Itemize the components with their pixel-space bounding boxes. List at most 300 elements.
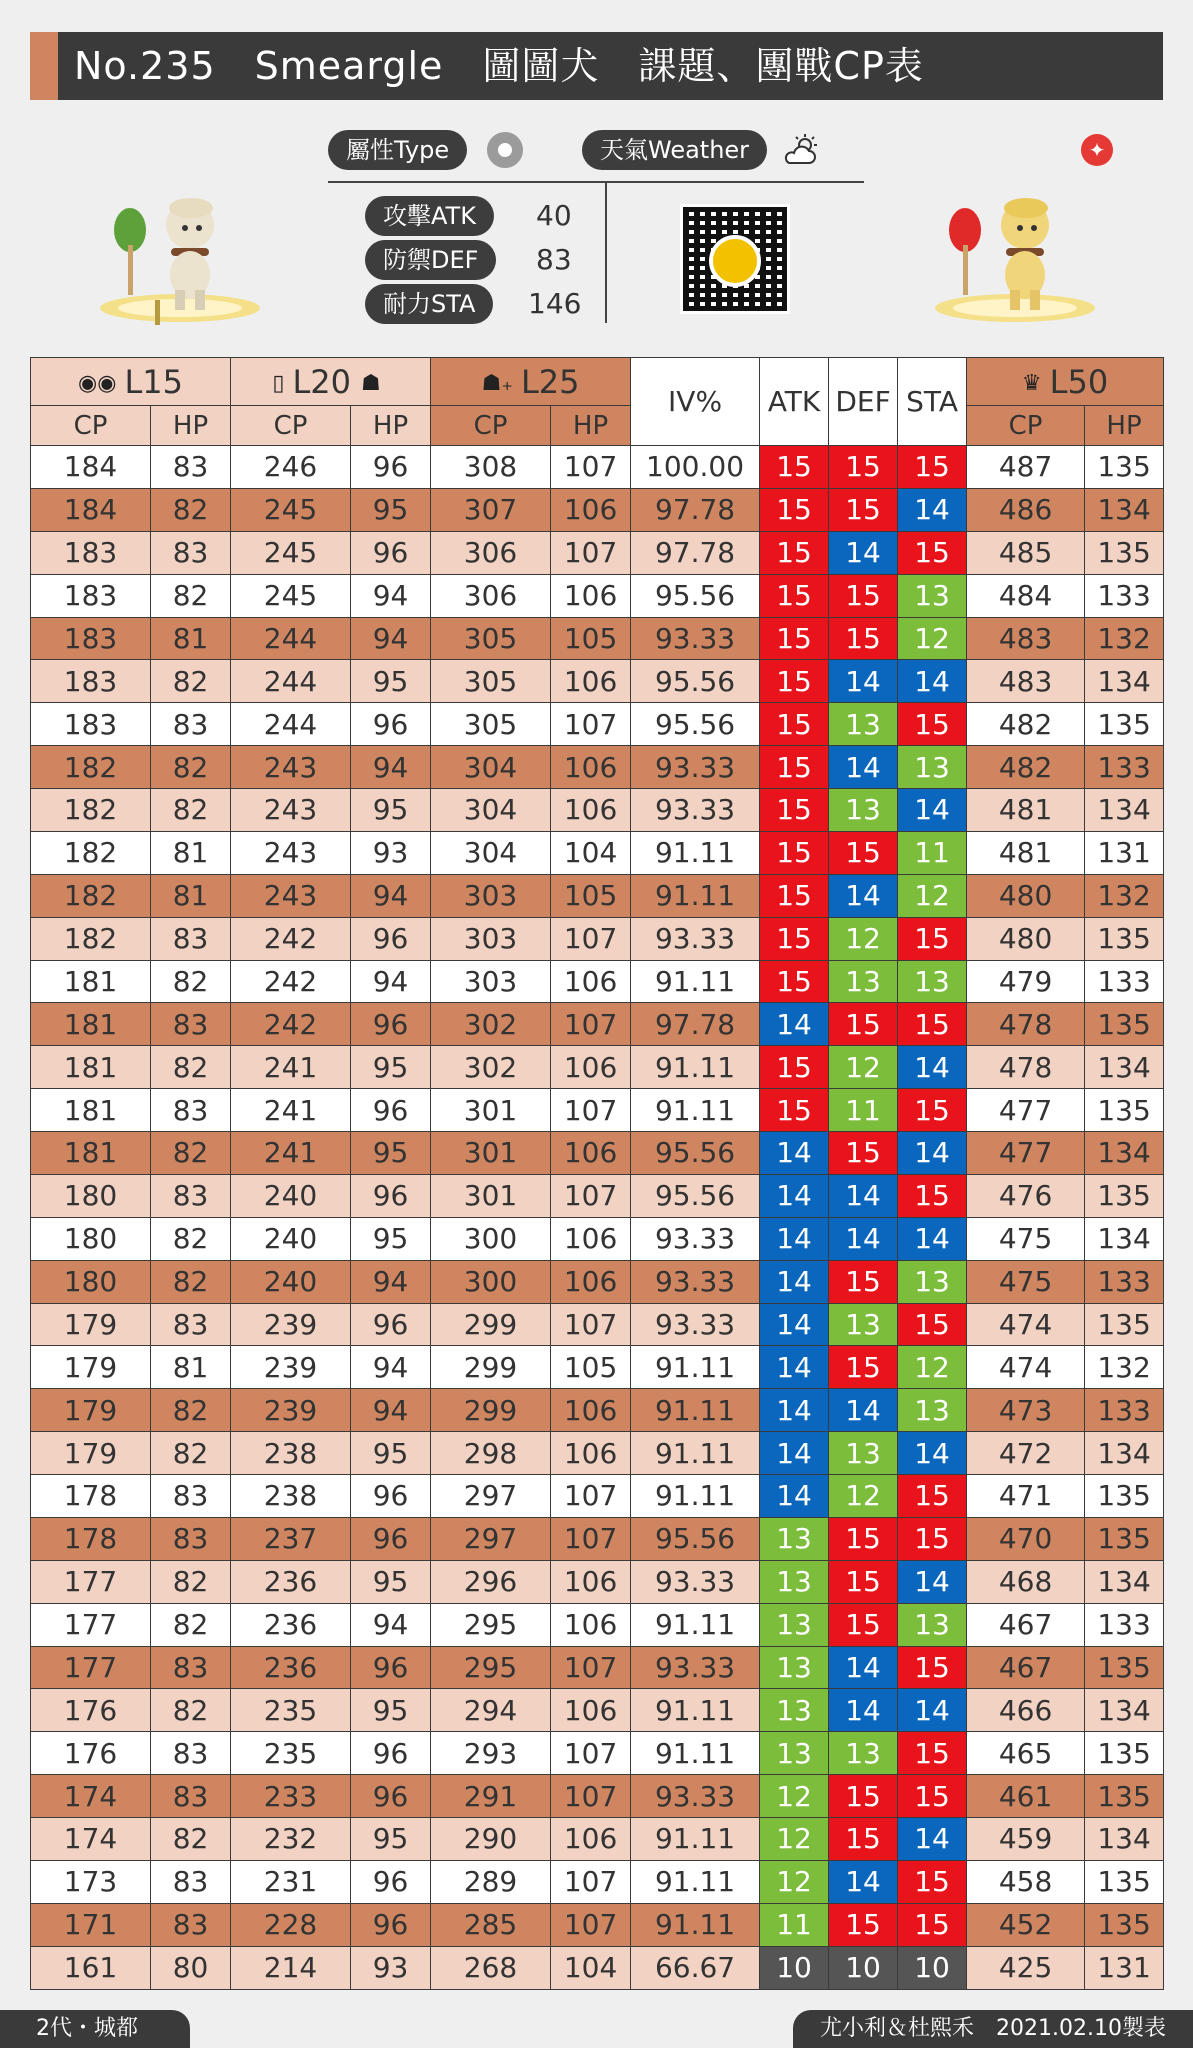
l25-hp-cell: 106: [551, 574, 631, 617]
l25-cp-cell: 303: [431, 917, 551, 960]
l15-hp-cell: 83: [151, 1646, 231, 1689]
iv-percent-cell: 91.11: [631, 1603, 760, 1646]
l20-cp-cell: 228: [231, 1903, 351, 1946]
l20-cp-cell: 241: [231, 1046, 351, 1089]
atk-iv-cell: 11: [760, 1903, 829, 1946]
l50-hp-cell: 134: [1085, 488, 1164, 531]
l25-cp-cell: 268: [431, 1946, 551, 1989]
l15-cp-cell: 183: [31, 574, 151, 617]
iv-percent-cell: 93.33: [631, 1260, 760, 1303]
sta-iv-cell: 13: [898, 1603, 967, 1646]
atk-iv-cell: 15: [760, 617, 829, 660]
l25-cp-cell: 302: [431, 1003, 551, 1046]
l50-cp-cell: 480: [967, 874, 1085, 917]
l15-hp-cell: 83: [151, 446, 231, 489]
def-iv-cell: 14: [829, 874, 898, 917]
def-iv-cell: 15: [829, 1003, 898, 1046]
l15-hp-cell: 82: [151, 574, 231, 617]
def-iv-cell: 15: [829, 1818, 898, 1861]
l25-hp-cell: 104: [551, 1946, 631, 1989]
l50-hp-cell: 133: [1085, 1389, 1164, 1432]
l20-cp-cell: 238: [231, 1432, 351, 1475]
iv-percent-cell: 93.33: [631, 917, 760, 960]
l25-hp-cell: 104: [551, 831, 631, 874]
l15-hp-cell: 83: [151, 1903, 231, 1946]
l25-cp-cell: 300: [431, 1260, 551, 1303]
l15-cp-cell: 181: [31, 1089, 151, 1132]
l25-cp-cell: 307: [431, 488, 551, 531]
table-row: [31, 960, 1164, 1003]
sta-iv-cell: 15: [898, 1475, 967, 1518]
l15-hp-cell: 82: [151, 1432, 231, 1475]
sta-header: STA: [898, 358, 967, 446]
iv-percent-cell: 93.33: [631, 746, 760, 789]
l15-cp-cell: 180: [31, 1174, 151, 1217]
l50-hp-cell: 133: [1085, 574, 1164, 617]
l25-hp-cell: 106: [551, 1132, 631, 1175]
def-iv-cell: 15: [829, 1775, 898, 1818]
sta-iv-cell: 11: [898, 831, 967, 874]
table-row: [31, 1517, 1164, 1560]
l15-cp-cell: 176: [31, 1689, 151, 1732]
l20-cp-cell: 238: [231, 1475, 351, 1518]
table-row: [31, 1003, 1164, 1046]
l20-cp-cell: 243: [231, 831, 351, 874]
iv-percent-cell: 91.11: [631, 1432, 760, 1475]
l15-hp-cell: 83: [151, 1475, 231, 1518]
l15-hp-cell: 83: [151, 1303, 231, 1346]
l50-cp-cell: 480: [967, 917, 1085, 960]
def-iv-cell: 15: [829, 574, 898, 617]
sta-iv-cell: 15: [898, 917, 967, 960]
sta-iv-cell: 13: [898, 746, 967, 789]
iv-percent-cell: 91.11: [631, 874, 760, 917]
atk-iv-cell: 14: [760, 1346, 829, 1389]
l20-cp-cell: 246: [231, 446, 351, 489]
iv-percent-cell: 95.56: [631, 1132, 760, 1175]
iv-percent-cell: 95.56: [631, 574, 760, 617]
def-iv-cell: 13: [829, 960, 898, 1003]
sta-iv-cell: 13: [898, 1389, 967, 1432]
qr-code: [680, 204, 790, 314]
iv-percent-cell: 91.11: [631, 1046, 760, 1089]
sta-iv-cell: 15: [898, 1646, 967, 1689]
sta-iv-cell: 15: [898, 1089, 967, 1132]
table-row: [31, 1475, 1164, 1518]
l25-hp-cell: 106: [551, 660, 631, 703]
atk-iv-cell: 13: [760, 1517, 829, 1560]
def-iv-cell: 12: [829, 1475, 898, 1518]
l50-hp-cell: 134: [1085, 660, 1164, 703]
l20-hp-cell: 95: [351, 1818, 431, 1861]
l20-hp-cell: 94: [351, 1389, 431, 1432]
l15-cp-cell: 174: [31, 1818, 151, 1861]
l50-hp-cell: 132: [1085, 874, 1164, 917]
l15-cp-cell: 183: [31, 703, 151, 746]
sta-iv-cell: 15: [898, 1732, 967, 1775]
l20-cp-cell: 233: [231, 1775, 351, 1818]
def-iv-cell: 13: [829, 1732, 898, 1775]
iv-percent-cell: 91.11: [631, 1860, 760, 1903]
shiny-icon: ✦: [1081, 134, 1113, 166]
l50-cp-cell: 483: [967, 617, 1085, 660]
table-row: [31, 1174, 1164, 1217]
def-iv-cell: 10: [829, 1946, 898, 1989]
level-label: L25: [520, 362, 580, 401]
l25-cp-cell: 308: [431, 446, 551, 489]
sta-iv-cell: 10: [898, 1946, 967, 1989]
table-row: [31, 703, 1164, 746]
l50-cp-cell: 474: [967, 1303, 1085, 1346]
l50-cp-cell: 483: [967, 660, 1085, 703]
l50-hp-cell: 135: [1085, 1903, 1164, 1946]
l15-hp-cell: 83: [151, 1517, 231, 1560]
l50-hp-cell: 134: [1085, 1132, 1164, 1175]
l50-cp-cell: 468: [967, 1560, 1085, 1603]
l25-cp-cell: 305: [431, 703, 551, 746]
table-row: [31, 1818, 1164, 1861]
normal-type-icon: [487, 132, 523, 168]
l20-hp-cell: 93: [351, 831, 431, 874]
atk-iv-cell: 15: [760, 574, 829, 617]
l25-hp-cell: 106: [551, 1046, 631, 1089]
atk-iv-cell: 15: [760, 488, 829, 531]
info-divider-horizontal: [328, 181, 864, 183]
l50-cp-cell: 478: [967, 1003, 1085, 1046]
l25-hp-cell: 106: [551, 789, 631, 832]
l20-hp-cell: 96: [351, 1646, 431, 1689]
l15-cp-cell: 184: [31, 446, 151, 489]
table-row: [31, 1389, 1164, 1432]
atk-iv-cell: 13: [760, 1732, 829, 1775]
sta-iv-cell: 14: [898, 1046, 967, 1089]
l25-cp-cell: 299: [431, 1303, 551, 1346]
sta-iv-cell: 12: [898, 874, 967, 917]
l25-hp-cell: 106: [551, 488, 631, 531]
l15-cp-cell: 179: [31, 1389, 151, 1432]
l20-cp-cell: 241: [231, 1132, 351, 1175]
l20-hp-cell: 95: [351, 1560, 431, 1603]
l20-hp-cell: 95: [351, 789, 431, 832]
l25-cp-cell: 297: [431, 1475, 551, 1518]
l25-cp-cell: 306: [431, 574, 551, 617]
l50-cp-cell: 477: [967, 1089, 1085, 1132]
def-iv-cell: 15: [829, 831, 898, 874]
def-iv-cell: 15: [829, 1346, 898, 1389]
l20-hp-cell: 95: [351, 488, 431, 531]
table-row: [31, 1089, 1164, 1132]
l25-cp-cell: 300: [431, 1217, 551, 1260]
l20-hp-cell: 95: [351, 1046, 431, 1089]
atk-iv-cell: 15: [760, 703, 829, 746]
iv-percent-cell: 91.11: [631, 1903, 760, 1946]
l50-hp-cell: 134: [1085, 1560, 1164, 1603]
def-iv-cell: 15: [829, 488, 898, 531]
iv-percent-cell: 97.78: [631, 531, 760, 574]
l20-cp-cell: 236: [231, 1560, 351, 1603]
l50-hp-cell: 133: [1085, 1260, 1164, 1303]
l25-cp-cell: 295: [431, 1646, 551, 1689]
l25-hp-cell: 107: [551, 531, 631, 574]
def-iv-cell: 15: [829, 1132, 898, 1175]
sta-iv-cell: 15: [898, 1303, 967, 1346]
smeargle-normal-image: [95, 190, 265, 325]
l15-hp-cell: 82: [151, 789, 231, 832]
table-row: [31, 1432, 1164, 1475]
l15-hp-cell: 80: [151, 1946, 231, 1989]
l20-hp-cell: 94: [351, 746, 431, 789]
l15-hp-cell: 82: [151, 1046, 231, 1089]
atk-iv-cell: 13: [760, 1689, 829, 1732]
l25-cp-cell: 297: [431, 1517, 551, 1560]
cp-table: [30, 357, 1164, 1990]
l15-hp-cell: 83: [151, 1174, 231, 1217]
def-iv-cell: 13: [829, 1303, 898, 1346]
def-label: 防禦DEF: [365, 240, 496, 280]
def-iv-cell: 14: [829, 1860, 898, 1903]
l25-cp-cell: 306: [431, 531, 551, 574]
info-divider-vertical: [605, 183, 607, 323]
l15-hp-cell: 82: [151, 1689, 231, 1732]
l25-cp-cell: 299: [431, 1389, 551, 1432]
l50-cp-cell: 477: [967, 1132, 1085, 1175]
l20-hp-cell: 94: [351, 1603, 431, 1646]
atk-iv-cell: 15: [760, 960, 829, 1003]
l25-cp-cell: 296: [431, 1560, 551, 1603]
hp-header: HP: [551, 406, 631, 446]
footer-region: 2代・城都: [0, 2010, 190, 2048]
l50-hp-cell: 135: [1085, 1860, 1164, 1903]
l20-hp-cell: 96: [351, 1003, 431, 1046]
l50-cp-cell: 482: [967, 746, 1085, 789]
l20-hp-cell: 96: [351, 703, 431, 746]
atk-iv-cell: 14: [760, 1217, 829, 1260]
l20-cp-cell: 240: [231, 1260, 351, 1303]
l25-cp-cell: 305: [431, 617, 551, 660]
page-title: No.235 Smeargle 圖圖犬 課題、團戰CP表: [30, 32, 1163, 100]
sta-iv-cell: 12: [898, 1346, 967, 1389]
crown-icon: ♛: [1021, 371, 1042, 396]
def-iv-cell: 13: [829, 789, 898, 832]
l20-cp-cell: 243: [231, 789, 351, 832]
l50-cp-cell: 461: [967, 1775, 1085, 1818]
l20-cp-cell: 243: [231, 874, 351, 917]
l15-cp-cell: 181: [31, 1132, 151, 1175]
atk-iv-cell: 15: [760, 746, 829, 789]
l25-hp-cell: 107: [551, 1517, 631, 1560]
l50-cp-cell: 475: [967, 1260, 1085, 1303]
table-row: [31, 488, 1164, 531]
l15-hp-cell: 82: [151, 660, 231, 703]
l20-cp-cell: 232: [231, 1818, 351, 1861]
sta-iv-cell: 15: [898, 446, 967, 489]
l15-hp-cell: 82: [151, 1603, 231, 1646]
l50-cp-cell: 473: [967, 1389, 1085, 1432]
l50-cp-cell: 458: [967, 1860, 1085, 1903]
l50-hp-cell: 131: [1085, 1946, 1164, 1989]
sta-iv-cell: 13: [898, 960, 967, 1003]
iv-percent-cell: 91.11: [631, 1689, 760, 1732]
iv-percent-cell: 95.56: [631, 660, 760, 703]
l15-cp-cell: 177: [31, 1603, 151, 1646]
l20-cp-cell: 214: [231, 1946, 351, 1989]
l15-cp-cell: 183: [31, 531, 151, 574]
l15-hp-cell: 82: [151, 1260, 231, 1303]
l50-hp-cell: 135: [1085, 1003, 1164, 1046]
l20-cp-cell: 236: [231, 1603, 351, 1646]
l20-hp-cell: 96: [351, 1903, 431, 1946]
level-label: L15: [124, 362, 183, 401]
l25-hp-cell: 106: [551, 1389, 631, 1432]
research-icon: ◉◉: [78, 371, 117, 396]
l20-hp-cell: 94: [351, 617, 431, 660]
sta-iv-cell: 13: [898, 1260, 967, 1303]
l50-hp-cell: 135: [1085, 1517, 1164, 1560]
atk-iv-cell: 13: [760, 1646, 829, 1689]
raid-icon: ▯: [272, 371, 285, 396]
l20-cp-cell: 242: [231, 917, 351, 960]
l25-hp-cell: 107: [551, 1775, 631, 1818]
l15-hp-cell: 83: [151, 1860, 231, 1903]
table-row: [31, 874, 1164, 917]
l20-hp-cell: 94: [351, 1260, 431, 1303]
level-label: L20: [292, 362, 351, 401]
l50-hp-cell: 135: [1085, 1303, 1164, 1346]
iv-percent-cell: 91.11: [631, 1389, 760, 1432]
table-row: [31, 446, 1164, 489]
table-row: [31, 1132, 1164, 1175]
sta-value: 146: [528, 287, 582, 320]
l25-cp-cell: 290: [431, 1818, 551, 1861]
atk-iv-cell: 14: [760, 1475, 829, 1518]
l20-hp-cell: 96: [351, 1860, 431, 1903]
l20-hp-cell: 95: [351, 1132, 431, 1175]
l25-hp-cell: 106: [551, 1689, 631, 1732]
hp-header: HP: [1085, 406, 1164, 446]
l50-cp-cell: 425: [967, 1946, 1085, 1989]
l50-cp-cell: 476: [967, 1174, 1085, 1217]
l15-hp-cell: 82: [151, 1818, 231, 1861]
l15-cp-cell: 181: [31, 960, 151, 1003]
iv-percent-cell: 95.56: [631, 703, 760, 746]
def-iv-cell: 14: [829, 531, 898, 574]
l15-hp-cell: 82: [151, 488, 231, 531]
def-iv-cell: 14: [829, 1389, 898, 1432]
def-iv-cell: 13: [829, 703, 898, 746]
def-iv-cell: 14: [829, 1217, 898, 1260]
l50-hp-cell: 133: [1085, 1603, 1164, 1646]
l50-cp-cell: 452: [967, 1903, 1085, 1946]
atk-label: 攻擊ATK: [365, 196, 494, 236]
table-row: [31, 1303, 1164, 1346]
atk-iv-cell: 15: [760, 831, 829, 874]
atk-iv-cell: 15: [760, 1046, 829, 1089]
atk-iv-cell: 12: [760, 1860, 829, 1903]
def-iv-cell: 15: [829, 1517, 898, 1560]
l20-cp-cell: 245: [231, 531, 351, 574]
table-row: [31, 1860, 1164, 1903]
l50-hp-cell: 135: [1085, 917, 1164, 960]
def-iv-cell: 14: [829, 746, 898, 789]
l50-hp-cell: 134: [1085, 1818, 1164, 1861]
l50-cp-cell: 479: [967, 960, 1085, 1003]
l25-hp-cell: 105: [551, 874, 631, 917]
l25-hp-cell: 106: [551, 746, 631, 789]
iv-percent-cell: 93.33: [631, 1217, 760, 1260]
l50-hp-cell: 133: [1085, 960, 1164, 1003]
iv-percent-cell: 93.33: [631, 617, 760, 660]
l15-hp-cell: 83: [151, 1089, 231, 1132]
l50-hp-cell: 132: [1085, 1346, 1164, 1389]
l50-cp-cell: 484: [967, 574, 1085, 617]
l50-hp-cell: 134: [1085, 1046, 1164, 1089]
atk-iv-cell: 15: [760, 917, 829, 960]
l20-cp-cell: 245: [231, 574, 351, 617]
l20-cp-cell: 236: [231, 1646, 351, 1689]
table-row: [31, 1560, 1164, 1603]
table-row: [31, 660, 1164, 703]
cp-header: CP: [431, 406, 551, 446]
l50-cp-cell: 478: [967, 1046, 1085, 1089]
atk-iv-cell: 14: [760, 1003, 829, 1046]
iv-percent-cell: 66.67: [631, 1946, 760, 1989]
atk-iv-cell: 15: [760, 446, 829, 489]
def-iv-cell: 15: [829, 1560, 898, 1603]
l50-hp-cell: 134: [1085, 1689, 1164, 1732]
level-label: L50: [1049, 362, 1109, 401]
sta-iv-cell: 12: [898, 617, 967, 660]
l15-cp-cell: 178: [31, 1517, 151, 1560]
l50-cp-cell: 482: [967, 703, 1085, 746]
iv-percent-cell: 91.11: [631, 831, 760, 874]
atk-iv-cell: 13: [760, 1603, 829, 1646]
sta-iv-cell: 14: [898, 1217, 967, 1260]
l25-hp-cell: 107: [551, 1646, 631, 1689]
atk-iv-cell: 15: [760, 660, 829, 703]
sta-iv-cell: 15: [898, 1003, 967, 1046]
l25-cp-cell: 303: [431, 960, 551, 1003]
l15-cp-cell: 173: [31, 1860, 151, 1903]
l20-hp-cell: 94: [351, 1346, 431, 1389]
def-iv-cell: 15: [829, 1903, 898, 1946]
atk-value: 40: [536, 199, 572, 232]
l25-hp-cell: 106: [551, 1603, 631, 1646]
l20-hp-cell: 96: [351, 1174, 431, 1217]
l50-cp-cell: 465: [967, 1732, 1085, 1775]
l20-cp-cell: 243: [231, 746, 351, 789]
sta-label: 耐力STA: [365, 284, 493, 324]
l15-cp-cell: 177: [31, 1560, 151, 1603]
l50-hp-cell: 135: [1085, 1646, 1164, 1689]
l25-cp-cell: 305: [431, 660, 551, 703]
l15-cp-cell: 183: [31, 660, 151, 703]
table-row: [31, 1646, 1164, 1689]
atk-iv-cell: 12: [760, 1775, 829, 1818]
table-row: [31, 1946, 1164, 1989]
atk-header: ATK: [760, 358, 829, 446]
l20-cp-cell: 231: [231, 1860, 351, 1903]
iv-percent-cell: 91.11: [631, 1818, 760, 1861]
l15-hp-cell: 83: [151, 531, 231, 574]
def-iv-cell: 15: [829, 446, 898, 489]
l25-hp-cell: 107: [551, 1003, 631, 1046]
l50-cp-cell: 472: [967, 1432, 1085, 1475]
l20-hp-cell: 96: [351, 1089, 431, 1132]
l25-cp-cell: 295: [431, 1603, 551, 1646]
l25-hp-cell: 106: [551, 1560, 631, 1603]
l25-cp-cell: 285: [431, 1903, 551, 1946]
l50-hp-cell: 134: [1085, 1432, 1164, 1475]
